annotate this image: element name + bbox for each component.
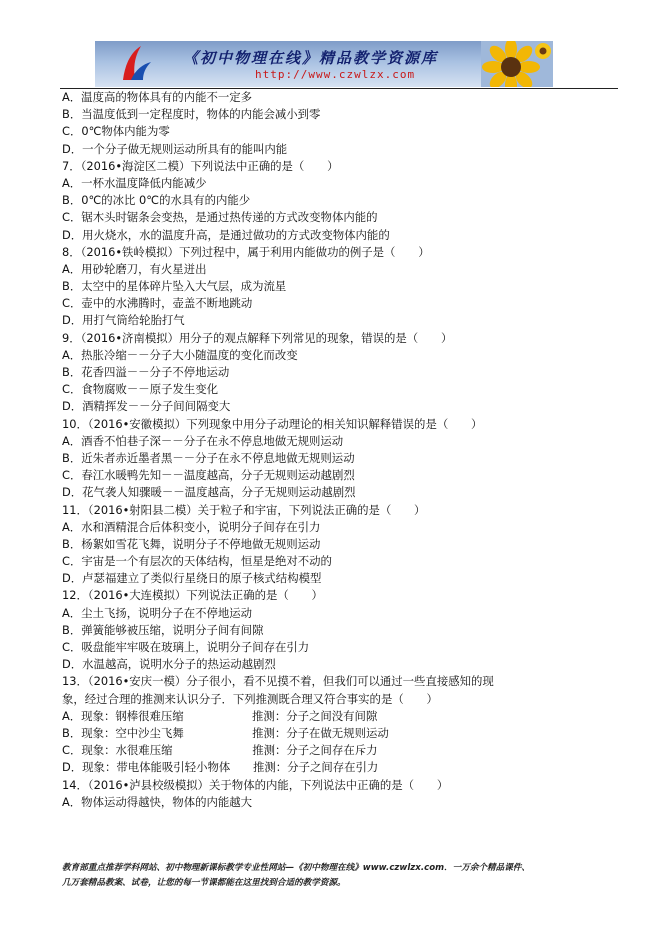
text-line: C．0℃物体内能为零 [62, 124, 170, 139]
question-14: 14．（2016•泸县校级模拟）关于物体的内能，下列说法中正确的是（ ） [62, 777, 449, 792]
text-line: D．用打气筒给轮胎打气 [62, 313, 185, 328]
question-13: 13．（2016•安庆一模）分子很小，看不见摸不着，但我们可以通过一些直接感知的现 [62, 674, 494, 689]
page-footer [62, 861, 622, 891]
text-line: A．用砂轮磨刀，有火星迸出 [62, 261, 207, 276]
text-line: A．物体运动得越快，物体的内能越大 [62, 794, 253, 809]
text-line: A．酒香不怕巷子深－－分子在永不停息地做无规则运动 [62, 433, 344, 448]
text-line: 象，经过合理的推测来认识分子．下列推测既合理又符合事实的是（ ） [62, 691, 438, 706]
site-logo-icon [117, 44, 153, 82]
text-line: C．宇宙是一个有层次的天体结构，恒星是绝对不动的 [62, 554, 332, 569]
text-line: C．吸盘能牢牢吸在玻璃上，说明分子间存在引力 [62, 640, 310, 654]
text-line: D．一个分子做无规则运动所具有的能叫内能 [62, 141, 288, 156]
text-line: B．太空中的星体碎片坠入大气层，成为流星 [62, 279, 287, 294]
text-line: A．水和酒精混合后体积变小，说明分子间存在引力 [62, 519, 321, 534]
header-banner [95, 41, 553, 87]
question-12: 12．（2016•大连模拟）下列说法正确的是（ ） [62, 588, 323, 603]
question-8: 8．（2016•铁岭模拟）下列过程中，属于利用内能做功的例子是（ ） [62, 244, 430, 259]
text-line: C．现象：水很难压缩 推测：分子之间存在斥力 [62, 743, 378, 758]
footer-line-2: 几万套精品教案、试卷，让您的每一节课都能在这里找到合适的教学资源。 [62, 878, 346, 888]
text-line: D．水温越高，说明水分子的热运动越剧烈 [62, 657, 276, 672]
question-9: 9．（2016•济南模拟）用分子的观点解释下列常见的现象，错误的是（ ） [62, 330, 453, 345]
banner-url[interactable]: http://www.czwlzx.com [255, 68, 416, 81]
footer-line-1: 教育部重点推荐学科网站、初中物理新课标教学专业性网站—《初中物理在线》www.czwlzx.com．一万余个精品课件、 [62, 863, 530, 873]
question-list [62, 89, 622, 811]
text-line: A．现象：钢棒很难压缩 推测：分子之间没有间隙 [62, 708, 378, 723]
text-line: C．春江水暖鸭先知－－温度越高，分子无规则运动越剧烈 [62, 468, 355, 483]
text-line: B．花香四溢－－分子不停地运动 [62, 365, 230, 379]
text-line: B．近朱者赤近墨者黑－－分子在永不停息地做无规则运动 [62, 450, 355, 465]
text-line: B．当温度低到一定程度时，物体的内能会减小到零 [62, 107, 321, 122]
text-line: D．用火烧水，水的温度升高，是通过做功的方式改变物体内能的 [62, 227, 390, 242]
text-line: A．热胀冷缩－－分子大小随温度的变化而改变 [62, 347, 298, 362]
text-line: C．壶中的水沸腾时，壶盖不断地跳动 [62, 296, 253, 311]
text-line: D．花气袭人知骤暖－－温度越高，分子无规则运动越剧烈 [62, 485, 356, 500]
question-10: 10．（2016•安徽模拟）下列现象中用分子动理论的相关知识解释错误的是（ ） [62, 416, 483, 431]
text-line: A．尘土飞扬，说明分子在不停地运动 [62, 605, 253, 620]
text-line: A．一杯水温度降低内能减少 [62, 175, 207, 190]
banner-title: 《初中物理在线》精品教学资源库 [183, 49, 439, 67]
text-line: C．食物腐败－－原子发生变化 [62, 382, 219, 397]
text-line: D．现象：带电体能吸引轻小物体 推测：分子之间存在引力 [62, 760, 379, 775]
question-11: 11．（2016•射阳县二模）关于粒子和宇宙，下列说法正确的是（ ） [62, 502, 426, 517]
question-7: 7．（2016•海淀区二模）下列说法中正确的是（ ） [62, 158, 339, 173]
text-line: B．现象：空中沙尘飞舞 推测：分子在做无规则运动 [62, 725, 389, 740]
sunflower-icon [481, 41, 553, 87]
text-line: C．锯木头时锯条会变热，是通过热传递的方式改变物体内能的 [62, 210, 378, 225]
text-line: B．杨絮如雪花飞舞，说明分子不停地做无规则运动 [62, 536, 321, 551]
text-line: B．0℃的冰比 0℃的水具有的内能少 [62, 193, 251, 208]
text-line: B．弹簧能够被压缩，说明分子间有间隙 [62, 622, 264, 637]
text-line: D．卢瑟福建立了类似行星绕日的原子核式结构模型 [62, 571, 322, 586]
text-line: D．酒精挥发－－分子间间隔变大 [62, 399, 231, 414]
text-line: A．温度高的物体具有的内能不一定多 [62, 90, 253, 104]
